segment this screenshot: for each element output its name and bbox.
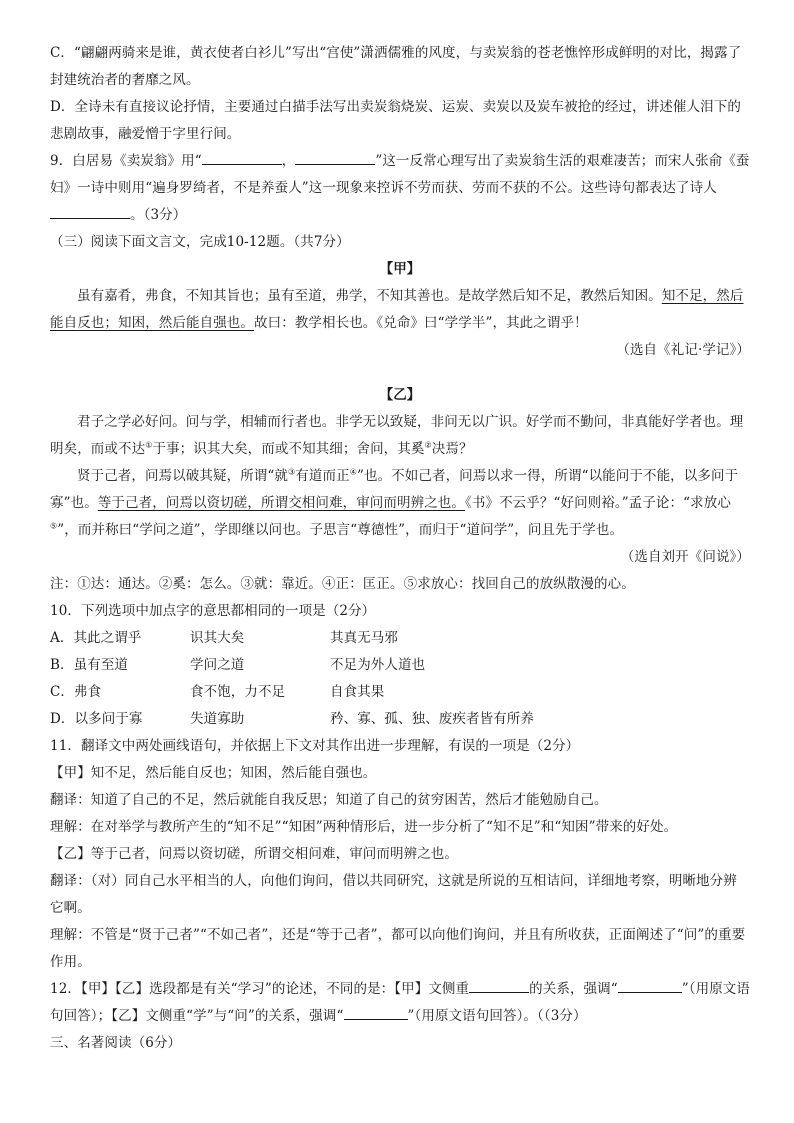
answer-blank[interactable] xyxy=(295,150,375,165)
section-4-heading: 三、名著阅读（6分） xyxy=(50,1035,182,1051)
q10-option-d: D．以多问于寡 失道寡助 矜、寡、孤、独、废疾者皆有所养 xyxy=(50,711,534,727)
underlined-sentence: 知不足，然后能自反也；知困，然后能自强也。 xyxy=(50,288,744,331)
answer-blank[interactable] xyxy=(469,978,529,993)
passage-jia-text: 虽有嘉肴，弗食，不知其旨也；虽有至道，弗学，不知其善也。是故学然后知不足，教然后知困。知不足，然后能自反也；知困，然后能自强也。故曰：教学相长也。《兑命》曰“学学半”，其此之谓乎！ xyxy=(50,288,744,331)
q11-yi-line: 【乙】等于己者，问焉以资切磋，所谓交相问难，审问而明辨之也。 xyxy=(50,846,458,862)
passage-yi-heading: 【乙】 xyxy=(379,387,421,403)
question-10-stem: 10．下列选项中加点字的意思都相同的一项是（2分） xyxy=(50,603,376,619)
q10-option-c: C．弗食 食不饱，力不足 自食其果 xyxy=(50,684,385,700)
q11-yi-understanding: 理解：不管是“贤于己者”“不如己者”，还是“等于己者”，都可以向他们询问，并且有所收获，正面阐述了“问”的重要作用。 xyxy=(50,927,746,970)
answer-blank[interactable] xyxy=(344,1005,408,1020)
q11-jia-translation: 翻译：知道了自己的不足，然后就能自我反思；知道了自己的贫穷困苦，然后才能勉励自己。 xyxy=(50,792,608,808)
passage-yi-paragraph-1: 君子之学必好问。问与学，相辅而行者也。非学无以致疑，非问无以广识。好学而不勤问，非真能好学者也。理明矣，而或不达①于事；识其大矣，而或不知其细；舍问，其奚②决焉？ xyxy=(50,414,744,457)
q8-option-c: C．“翩翩两骑来是谁，黄衣使者白衫儿”写出“宫使”潇洒儒雅的风度，与卖炭翁的苍老憔悴形成鲜明的对比，揭露了封建统治者的奢靡之风。 xyxy=(50,45,742,88)
section-3-heading: （三）阅读下面文言文，完成10-12题。（共7分） xyxy=(50,234,350,250)
passage-yi-source: （选自刘开《问说》） xyxy=(620,549,750,565)
q11-jia-understanding: 理解：在对举学与教所产生的“知不足”“知困”两种情形后，进一步分析了“知不足”和“知困”带来的好处。 xyxy=(50,819,678,835)
q11-jia-line: 【甲】知不足，然后能自反也；知困，然后能自强也。 xyxy=(50,765,377,781)
underlined-sentence: 等于己者，问焉以资切磋，所谓交相问难，审问而明辨之也。 xyxy=(97,495,466,511)
question-9: 9．白居易《卖炭翁》用“ ， ”这一反常心理写出了卖炭翁生活的艰难凄苦；而宋人张俞《蚕妇》一诗中则用“遍身罗绮者，不是养蚕人”这一现象来控诉不劳而获、劳而不获的不公。这些诗句都表达了诗人。（3分） xyxy=(50,148,750,229)
passage-jia-source: （选自《礼记·学记》） xyxy=(616,342,750,358)
answer-blank[interactable] xyxy=(202,150,282,165)
q11-yi-translation: 翻译：（对）同自己水平相当的人，向他们询问，借以共同研究，这就是所说的互相诘问，详细地考察，明晰地分辨它啊。 xyxy=(50,873,737,916)
question-12: 12．【甲】【乙】选段都是有关“学习”的论述，不同的是：【甲】文侧重 的关系，强调“ ”（用原文语句回答）；【乙】文侧重“学”与“问”的关系，强调“ ”（用原文语句回答）。（（3分） xyxy=(50,976,750,1030)
q10-option-a: A．其此之谓乎 识其大矣 其真无马邪 xyxy=(50,630,398,646)
answer-blank[interactable] xyxy=(50,204,130,219)
q10-option-b: B．虽有至道 学问之道 不足为外人道也 xyxy=(50,657,426,673)
annotations: 注：①达：通达。②奚：怎么。③就：靠近。④正：匡正。⑤求放心：找回自己的放纵散漫的心。 xyxy=(50,576,635,592)
question-11-stem: 11．翻译文中两处画线语句，并依据上下文对其作出进一步理解，有误的一项是（2分） xyxy=(50,738,580,754)
q8-option-d: D．全诗未有直接议论抒情，主要通过白描手法写出卖炭翁烧炭、运炭、卖炭以及炭车被抢的经过，讲述催人泪下的悲剧故事，融爱憎于字里行间。 xyxy=(50,99,741,142)
passage-yi-paragraph-2: 贤于己者，问焉以破其疑，所谓“就③有道而正④”也。不如己者，问焉以求一得，所谓“以能问于不能，以多问于寡”也。等于己者，问焉以资切磋，所谓交相问难，审问而明辨之也。《书》不云乎？“好问则裕。”孟子论：“求放心⑤”，而并称曰“学问之道”，学即继以问也。子思言“尊德性”，而归于“道问学”，问且先于学也。 xyxy=(50,467,739,538)
exam-page xyxy=(50,40,750,1057)
answer-blank[interactable] xyxy=(618,978,682,993)
passage-jia-heading: 【甲】 xyxy=(379,261,421,277)
